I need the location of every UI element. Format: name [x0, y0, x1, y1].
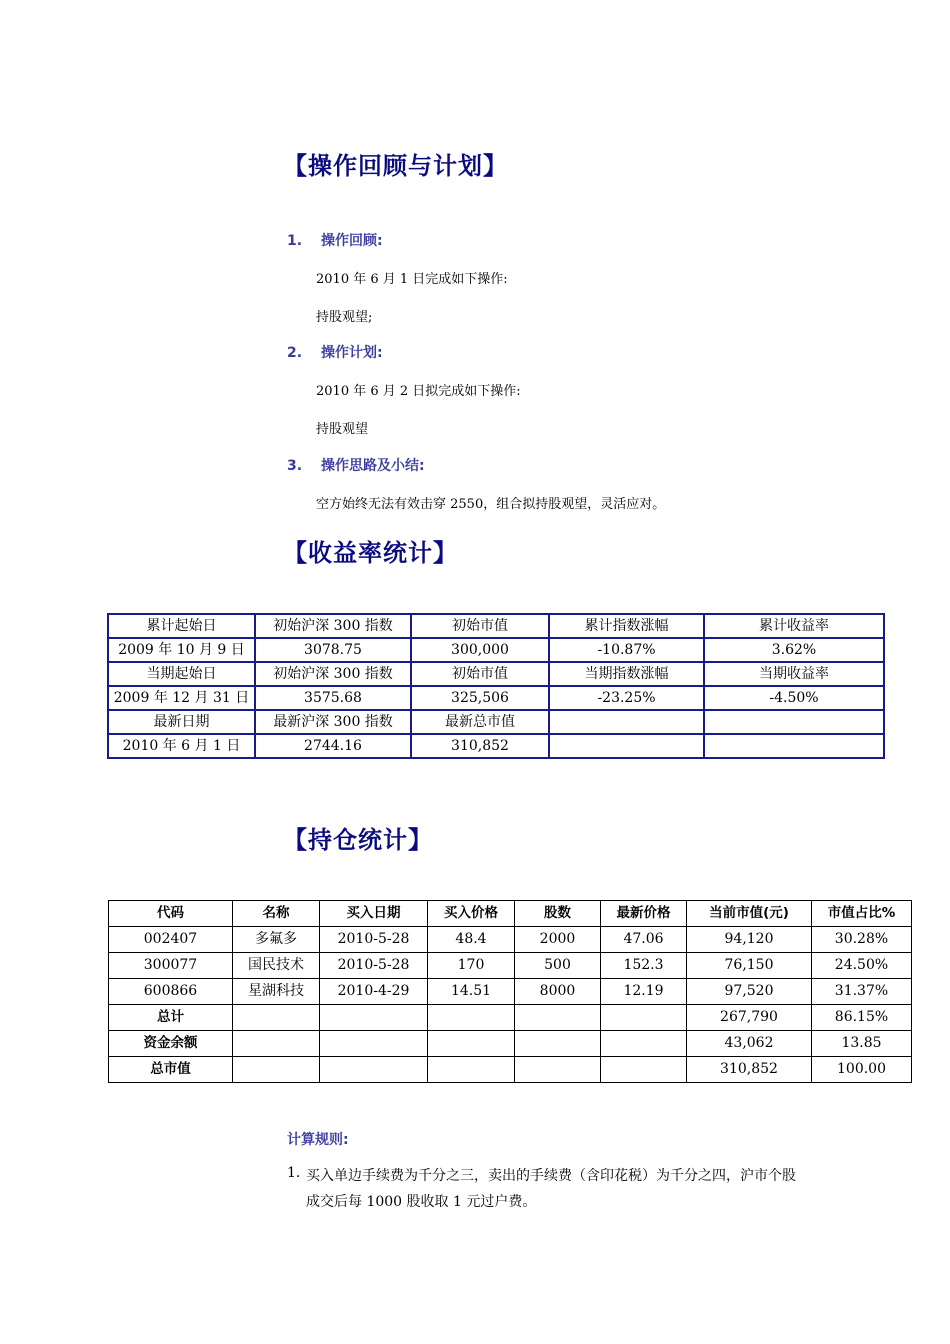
table-row — [108, 662, 884, 686]
table-cell: 47.06 — [601, 927, 687, 953]
summary-label: 总市值 — [109, 1057, 233, 1083]
item-number: 1. — [287, 233, 303, 249]
table-cell: 初始市值 — [411, 662, 549, 686]
table-cell: 300077 — [109, 953, 233, 979]
table-cell: 最新总市值 — [411, 710, 549, 734]
table-cell: 310,852 — [411, 734, 549, 758]
table-cell: 24.50% — [812, 953, 912, 979]
returns-table — [107, 613, 885, 759]
table-cell: 48.4 — [428, 927, 515, 953]
table-cell: 累计收益率 — [704, 614, 884, 638]
column-header: 买入日期 — [320, 901, 428, 927]
table-cell: 12.19 — [601, 979, 687, 1005]
table-cell: 3078.75 — [255, 638, 411, 662]
table-cell: 最新日期 — [108, 710, 255, 734]
table-cell: 初始沪深 300 指数 — [255, 614, 411, 638]
table-row — [108, 710, 884, 734]
column-header: 股数 — [515, 901, 601, 927]
table-row — [109, 927, 912, 953]
table-cell: 002407 — [109, 927, 233, 953]
item-title: 操作计划: — [321, 345, 383, 361]
table-cell: 31.37% — [812, 979, 912, 1005]
plan-line: 持股观望 — [316, 422, 369, 437]
summary-line: 空方始终无法有效击穿 2550，组合拟持股观望，灵活应对。 — [316, 497, 666, 512]
item-heading-review — [287, 230, 383, 250]
table-row — [109, 979, 912, 1005]
table-cell — [704, 710, 884, 734]
item-heading-plan — [287, 342, 383, 362]
column-header: 名称 — [233, 901, 320, 927]
table-cell: 当期指数涨幅 — [549, 662, 704, 686]
table-cell: 当期收益率 — [704, 662, 884, 686]
table-row — [108, 638, 884, 662]
table-cell: 2744.16 — [255, 734, 411, 758]
rule-text-line1: 买入单边手续费为千分之三，卖出的手续费（含印花税）为千分之四，沪市个股 — [306, 1168, 796, 1184]
table-cell: 2000 — [515, 927, 601, 953]
table-row — [108, 734, 884, 758]
table-cell: 100.00 — [812, 1057, 912, 1083]
table-cell — [704, 734, 884, 758]
review-line: 2010 年 6 月 1 日完成如下操作: — [316, 272, 508, 287]
table-cell: 2010-4-29 — [320, 979, 428, 1005]
calc-rules-title: 计算规则: — [287, 1132, 349, 1148]
item-title: 操作思路及小结: — [321, 458, 425, 474]
table-cell: 国民技术 — [233, 953, 320, 979]
table-cell: 500 — [515, 953, 601, 979]
table-cell: 初始沪深 300 指数 — [255, 662, 411, 686]
item-number: 2. — [287, 345, 303, 361]
rule-number: 1. — [287, 1165, 301, 1181]
table-cell — [549, 710, 704, 734]
item-number: 3. — [287, 458, 303, 474]
table-cell: -10.87% — [549, 638, 704, 662]
section-title-review-plan: 【操作回顾与计划】 — [283, 152, 508, 180]
table-cell: 30.28% — [812, 927, 912, 953]
table-cell: 267,790 — [687, 1005, 812, 1031]
summary-row — [109, 1057, 912, 1083]
summary-row — [109, 1005, 912, 1031]
table-row — [108, 686, 884, 710]
item-title: 操作回顾: — [321, 233, 383, 249]
review-line: 持股观望; — [316, 310, 373, 325]
table-header-row — [109, 901, 912, 927]
table-cell: 310,852 — [687, 1057, 812, 1083]
table-cell: 2009 年 10 月 9 日 — [108, 638, 255, 662]
table-cell: 13.85 — [812, 1031, 912, 1057]
table-cell: 8000 — [515, 979, 601, 1005]
summary-label: 总计 — [109, 1005, 233, 1031]
table-cell: 最新沪深 300 指数 — [255, 710, 411, 734]
table-cell: 多氟多 — [233, 927, 320, 953]
table-cell: 2009 年 12 月 31 日 — [108, 686, 255, 710]
table-cell: 170 — [428, 953, 515, 979]
rule-text-line2: 成交后每 1000 股收取 1 元过户费。 — [306, 1194, 537, 1210]
table-row — [109, 953, 912, 979]
column-header: 当前市值(元) — [687, 901, 812, 927]
table-cell: -4.50% — [704, 686, 884, 710]
summary-row — [109, 1031, 912, 1057]
table-cell: 600866 — [109, 979, 233, 1005]
table-cell: 3575.68 — [255, 686, 411, 710]
table-cell: 97,520 — [687, 979, 812, 1005]
table-cell: 2010-5-28 — [320, 927, 428, 953]
item-heading-summary — [287, 455, 425, 475]
table-cell: 76,150 — [687, 953, 812, 979]
table-cell: 86.15% — [812, 1005, 912, 1031]
table-cell: 累计指数涨幅 — [549, 614, 704, 638]
column-header: 市值占比% — [812, 901, 912, 927]
table-cell: 94,120 — [687, 927, 812, 953]
column-header: 最新价格 — [601, 901, 687, 927]
column-header: 代码 — [109, 901, 233, 927]
table-cell: 初始市值 — [411, 614, 549, 638]
plan-line: 2010 年 6 月 2 日拟完成如下操作: — [316, 384, 521, 399]
column-header: 买入价格 — [428, 901, 515, 927]
holdings-table — [108, 900, 912, 1083]
table-cell: 14.51 — [428, 979, 515, 1005]
section-title-returns: 【收益率统计】 — [283, 539, 458, 567]
table-cell: 2010 年 6 月 1 日 — [108, 734, 255, 758]
table-cell: 300,000 — [411, 638, 549, 662]
section-title-holdings: 【持仓统计】 — [283, 826, 433, 854]
table-cell: 星湖科技 — [233, 979, 320, 1005]
table-cell: 325,506 — [411, 686, 549, 710]
table-row — [108, 614, 884, 638]
table-cell: 累计起始日 — [108, 614, 255, 638]
table-cell: 152.3 — [601, 953, 687, 979]
table-cell: 43,062 — [687, 1031, 812, 1057]
table-cell: 当期起始日 — [108, 662, 255, 686]
summary-label: 资金余额 — [109, 1031, 233, 1057]
table-cell: 3.62% — [704, 638, 884, 662]
table-cell — [549, 734, 704, 758]
table-cell: 2010-5-28 — [320, 953, 428, 979]
table-cell: -23.25% — [549, 686, 704, 710]
